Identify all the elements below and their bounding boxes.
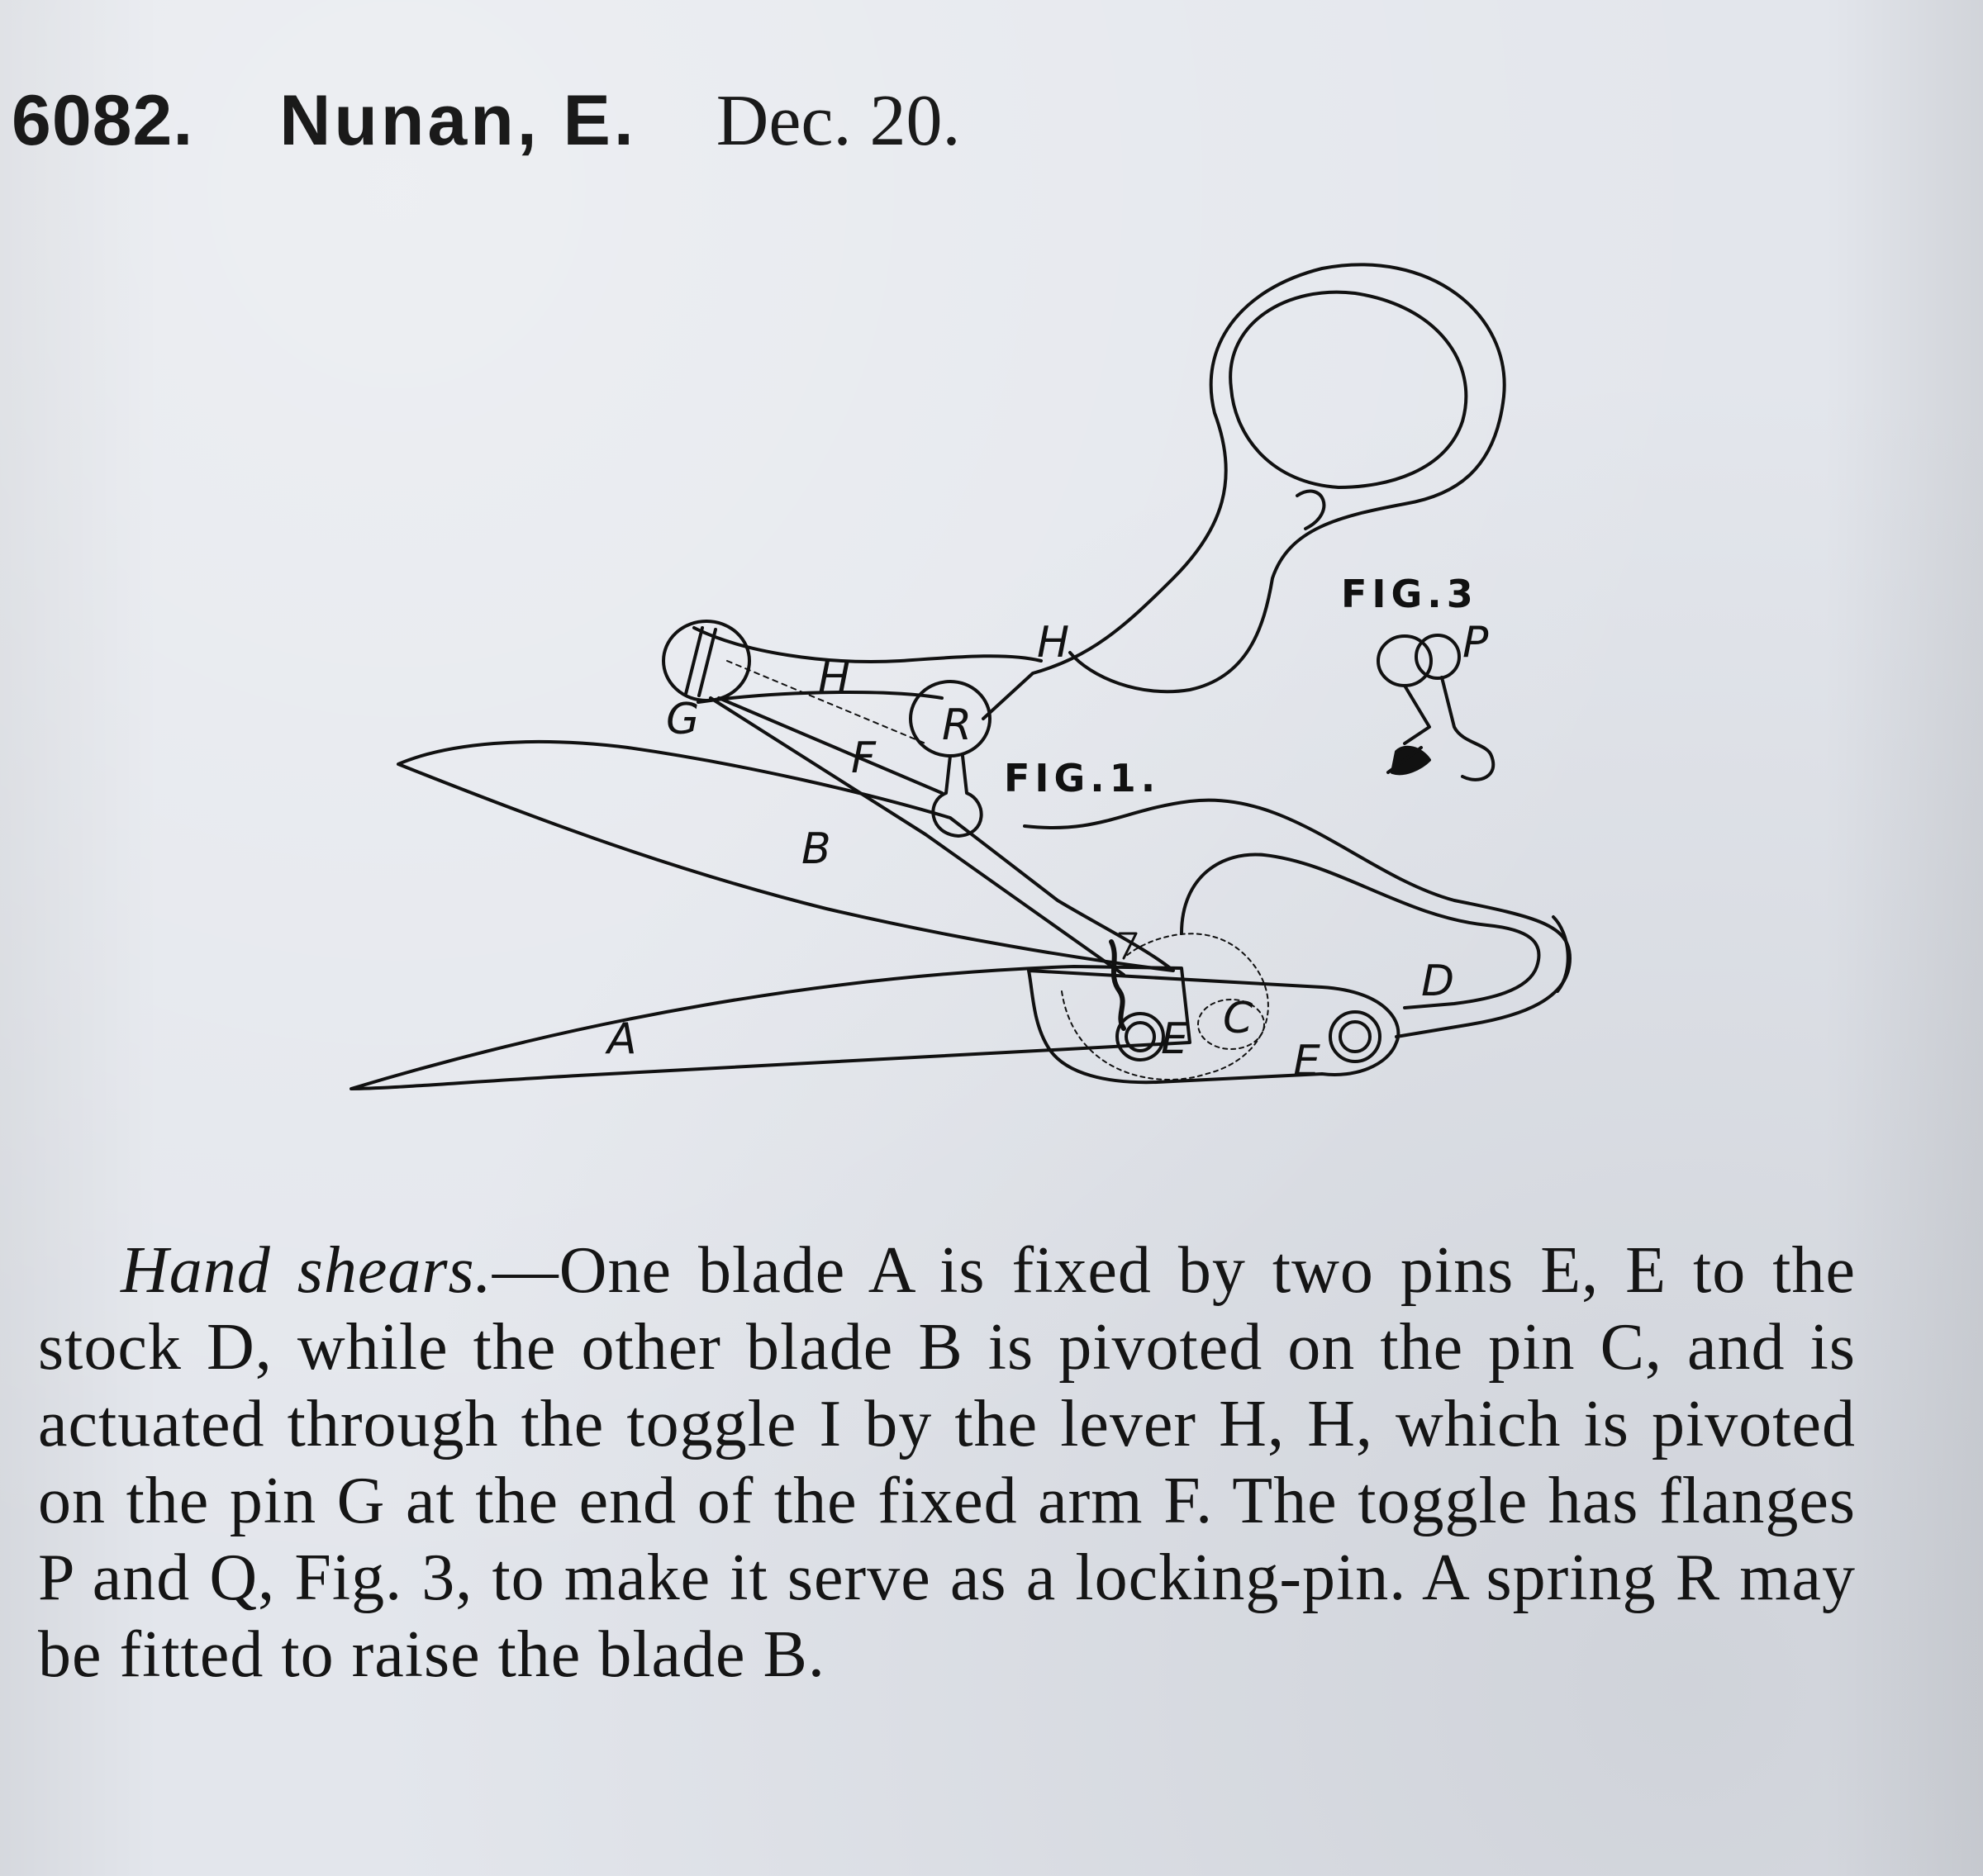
pin-e-right <box>1330 1012 1380 1061</box>
letter-a: A <box>607 1014 637 1064</box>
finger-loop <box>1230 292 1466 487</box>
description-lead: Hand shears. <box>121 1234 492 1307</box>
pin-e-left <box>1117 1014 1163 1060</box>
patent-date: Dec. 20. <box>716 81 961 161</box>
lower-handle <box>1025 800 1570 1037</box>
blade-a <box>351 966 1190 1089</box>
letter-g: G <box>666 695 700 744</box>
arm-f <box>719 698 942 793</box>
letter-h-upper: H <box>1037 618 1070 667</box>
letter-d: D <box>1421 957 1455 1006</box>
letter-h-lower: H <box>818 653 851 703</box>
fig3-label: FIG.3 <box>1341 572 1478 616</box>
letter-b: B <box>801 824 831 874</box>
patent-number: 6082. <box>12 81 194 160</box>
fig1-label: FIG.1. <box>1004 756 1161 800</box>
lower-handle-inner <box>1182 854 1539 1008</box>
letter-e-left: E <box>1161 1014 1188 1064</box>
letter-e-right: E <box>1293 1037 1320 1086</box>
description-body: —One blade A is fixed by two pins E, E to the stock D, while the other blade B is pivoted on the pin C, and is actuated through the toggle I by the lever H, H, which is pivoted on the pin G at the end of the fixed arm F. The toggle has flanges P and Q, Fig. 3, to make it serve as a locking-pin. A spring R may be fitted to raise the blade B. <box>38 1234 1856 1691</box>
inventor-name: Nunan, E. <box>279 81 637 160</box>
letter-c: C <box>1223 994 1253 1043</box>
letter-f: F <box>851 734 876 783</box>
patent-description <box>38 1232 1856 1693</box>
letter-p: P <box>1462 618 1489 667</box>
letter-r: R <box>942 701 972 750</box>
